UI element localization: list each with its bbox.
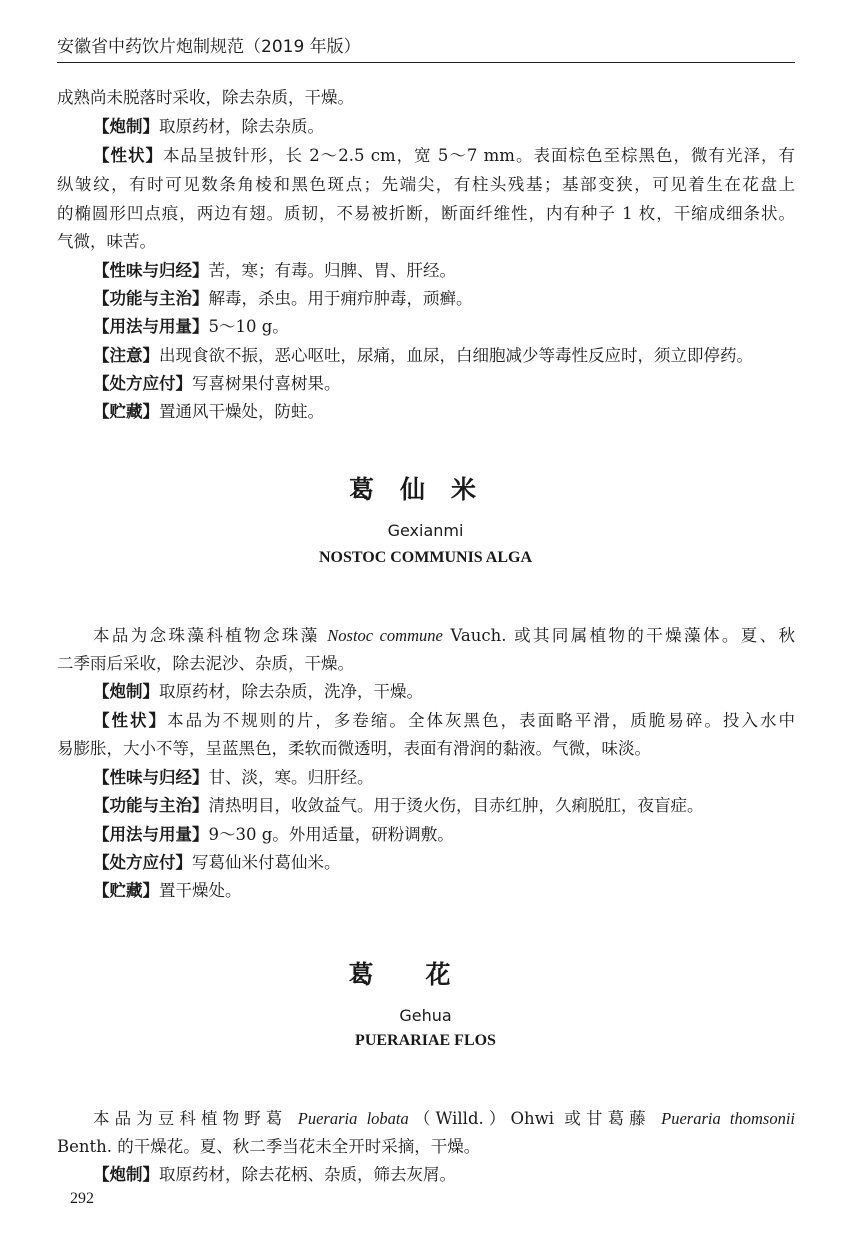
prev-continuation: 成熟尚未脱落时采收，除去杂质，干燥。 [57, 88, 354, 107]
entry-pinyin: Gexianmi [387, 521, 464, 540]
text: 苦，寒；有毒。归脾、胃、肝经。 [208, 261, 456, 280]
text: 写葛仙米付葛仙米。 [192, 853, 341, 872]
entry1-paozhi [93, 678, 795, 706]
entry1-gongneng [93, 792, 795, 820]
running-header: 安徽省中药饮片炮制规范（2019 年版） [57, 34, 795, 63]
text: 取原药材，除去杂质。 [159, 117, 324, 136]
text: 置干燥处。 [159, 881, 242, 900]
prev-chufang [93, 370, 795, 398]
text: 本品呈披针形，长 2～2.5 cm，宽 5～7 mm。表面棕色至棕黑色，微有光泽，有 [163, 146, 795, 165]
entry1-xingzhuang-2: 易膨胀，大小不等，呈蓝黑色，柔软而微透明，表面有滑润的黏液。气微，味淡。 [57, 739, 651, 758]
prev-xingzhuang-3: 的椭圆形凹点痕，两边有翅。质韧，不易被折断，断面纤维性，内有种子 1 枚，干缩成细条状。 [57, 204, 795, 223]
label-zhuyi: 【注意】 [93, 346, 159, 365]
entry1-xingzhuang-1 [93, 707, 795, 735]
text: 本品为豆科植物野葛 [93, 1109, 298, 1128]
species-name: Nostoc commune [327, 626, 443, 645]
label-gongneng: 【功能与主治】 [93, 796, 209, 815]
entry-title: 葛仙米 [348, 475, 502, 504]
label-xingwei: 【性味与归经】 [93, 261, 209, 280]
label-chufang: 【处方应付】 [93, 374, 192, 393]
label-xingwei: 【性味与归经】 [93, 768, 209, 787]
label-yongfa: 【用法与用量】 [93, 317, 209, 336]
prev-yongfa [93, 313, 795, 341]
entry1-yongfa [93, 821, 795, 849]
label-paozhi: 【炮制】 [93, 1165, 159, 1184]
entry1-intro-1 [93, 622, 795, 650]
entry-pinyin: Gehua [399, 1006, 452, 1025]
text: 本品为念珠藻科植物念珠藻 [93, 626, 328, 645]
entry2-intro-1 [93, 1105, 795, 1133]
entry1-intro-2: 二季雨后采收，除去泥沙、杂质，干燥。 [57, 654, 354, 673]
prev-xingzhuang-2: 纵皱纹，有时可见数条角棱和黑色斑点；先端尖，有柱头残基；基部变狭，可见着生在花盘上 [57, 175, 795, 194]
label-zhucang: 【贮藏】 [93, 881, 159, 900]
entry2-paozhi [93, 1161, 795, 1189]
prev-zhuyi [93, 342, 795, 370]
prev-zhucang [93, 398, 795, 426]
text: 写喜树果付喜树果。 [192, 374, 341, 393]
page-number: 292 [70, 1190, 94, 1207]
entry1-xingwei [93, 764, 795, 792]
label-chufang: 【处方应付】 [93, 853, 192, 872]
prev-gongneng [93, 285, 795, 313]
prev-xingzhuang-4: 气微，味苦。 [57, 232, 156, 251]
label-yongfa: 【用法与用量】 [93, 825, 209, 844]
entry-title: 葛花 [348, 960, 503, 989]
text: 出现食欲不振，恶心呕吐，尿痛，血尿，白细胞减少等毒性反应时，须立即停药。 [159, 346, 753, 365]
text: 清热明目，收敛益气。用于烫火伤，目赤红肿，久痢脱肛，夜盲症。 [208, 796, 704, 815]
text: Vauch. 或其同属植物的干燥藻体。夏、秋 [442, 626, 795, 645]
text: （Willd.）Ohwi 或甘葛藤 [408, 1109, 662, 1128]
text: 置通风干燥处，防蛀。 [159, 402, 324, 421]
entry1-zhucang [93, 877, 795, 905]
label-gongneng: 【功能与主治】 [93, 289, 209, 308]
entry2-intro-2: Benth. 的干燥花。夏、秋二季当花未全开时采摘，干燥。 [57, 1137, 481, 1156]
text: 5～10 g。 [208, 317, 289, 336]
label-zhucang: 【贮藏】 [93, 402, 159, 421]
entry-latin-name: NOSTOC COMMUNIS ALGA [318, 549, 533, 566]
text: 取原药材，除去杂质，洗净，干燥。 [159, 682, 423, 701]
prev-xingzhuang-1 [93, 142, 795, 170]
prev-paozhi [93, 113, 795, 141]
label-paozhi: 【炮制】 [93, 117, 159, 136]
species-name: Pueraria lobata [297, 1109, 409, 1128]
text: 取原药材，除去花柄、杂质，筛去灰屑。 [159, 1165, 456, 1184]
text: 9～30 g。外用适量，研粉调敷。 [208, 825, 454, 844]
text: 甘、淡，寒。归肝经。 [208, 768, 374, 787]
label-paozhi: 【炮制】 [93, 682, 159, 701]
prev-xingwei [93, 257, 795, 285]
species-name: Pueraria thomsonii [661, 1109, 796, 1128]
text: 解毒，杀虫。用于痈疖肿毒，顽癣。 [208, 289, 473, 308]
text: 本品为不规则的片，多卷缩。全体灰黑色，表面略平滑，质脆易碎。投入水中 [167, 711, 796, 730]
entry-latin-name: PUERARIAE FLOS [355, 1032, 496, 1049]
label-xingzhuang: 【性状】 [93, 146, 164, 165]
label-xingzhuang: 【性状】 [93, 711, 168, 730]
entry1-chufang [93, 849, 795, 877]
